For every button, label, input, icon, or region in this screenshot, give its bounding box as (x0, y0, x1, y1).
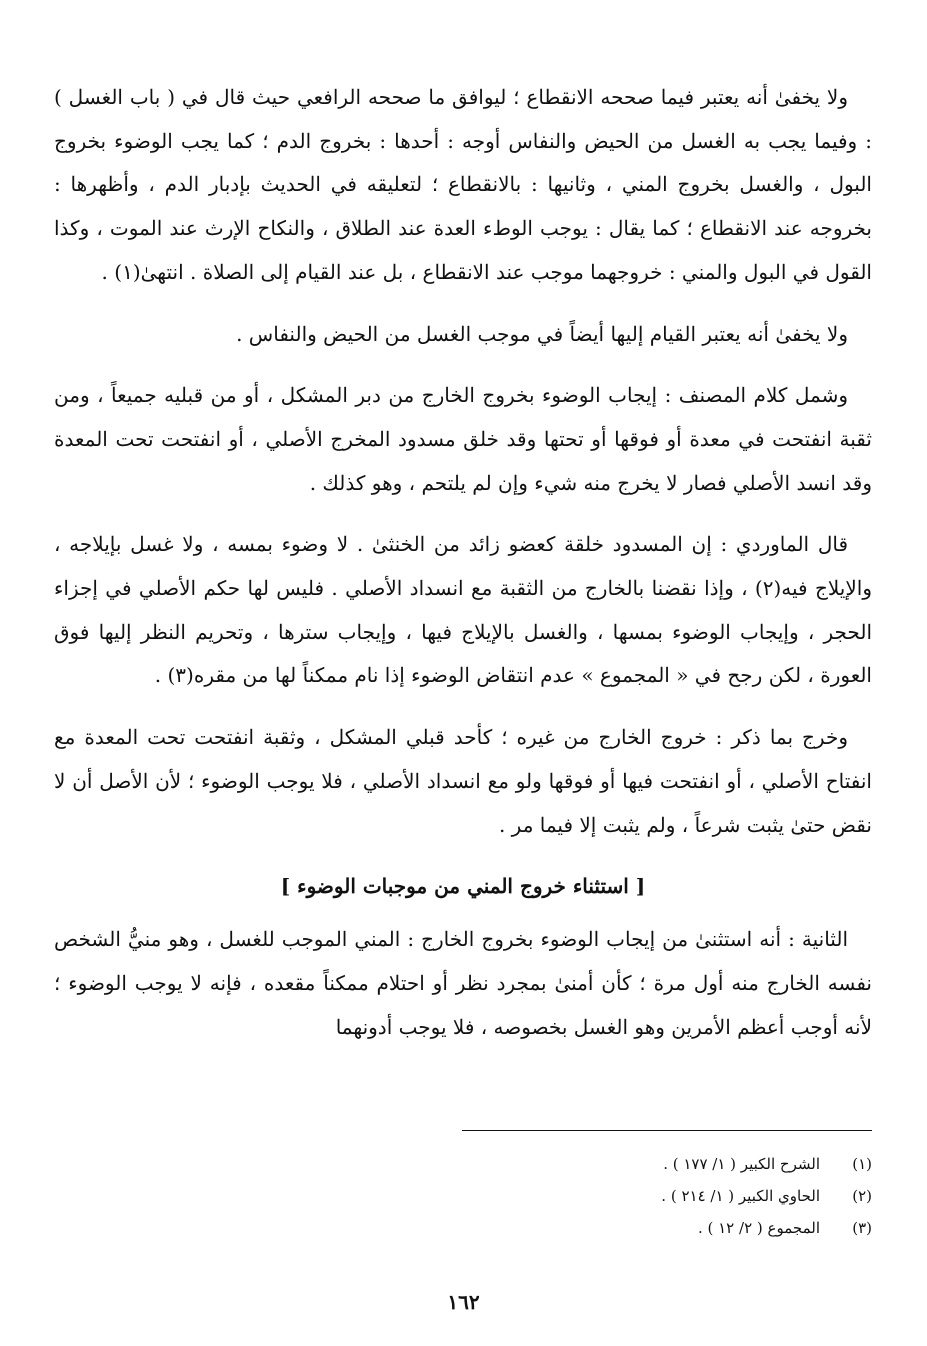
main-text (54, 76, 872, 1067)
paragraph-4: قال الماوردي : إن المسدود خلقة كعضو زائد من الخنثىٰ . لا وضوء بمسه ، ولا غسل بإيلاجه ، والإيلاج فيه(٢) ، وإذا نقضنا بالخارج من الثقبة مع انسداد الأصلي . فليس لها حكم الأصلي في إجزاء الحجر ، وإيجاب الوضوء بمسها ، والغسل بالإيلاج فيها ، وإيجاب سترها ، وتحريم النظر إليها فوق العورة ، لكن رجح في « المجموع » عدم انتقاض الوضوء إذا نام ممكناً لها من مقره(٣) . (54, 532, 872, 688)
footnote-item (372, 1148, 872, 1180)
paragraph-3: وشمل كلام المصنف : إيجاب الوضوء بخروج الخارج من دبر المشكل ، أو من قبليه جميعاً ، ومن ثقبة انفتحت في معدة أو فوقها أو تحتها وقد خلق مسدود المخرج الأصلي ، أو انفتحت تحت المعدة وقد انسد الأصلي فصار لا يخرج منه شيء وإن لم يلتحم ، وهو كذلك . (54, 383, 872, 495)
footnote-number: (١) (852, 1155, 872, 1173)
paragraph-5: وخرج بما ذكر : خروج الخارج من غيره ؛ كأحد قبلي المشكل ، وثقبة انفتحت تحت المعدة مع انفتاح الأصلي ، أو انفتحت فيها أو فوقها ولو مع انسداد الأصلي ، فلا يوجب الوضوء ؛ لأن الأصل أن لا نقض حتىٰ يثبت شرعاً ، ولم يثبت إلا فيما مر . (54, 725, 872, 837)
footnote-number: (٣) (852, 1219, 872, 1237)
footnote-text: المجموع ( ٢/ ١٢ ) . (697, 1219, 820, 1237)
footnote-item (372, 1212, 872, 1244)
section-heading: [ استثناء خروج المني من موجبات الوضوء ] (280, 874, 646, 899)
footnotes (372, 1148, 872, 1244)
paragraph-6: الثانية : أنه استثنىٰ من إيجاب الوضوء بخروج الخارج : المني الموجب للغسل ، وهو منيُّ الشخص نفسه الخارج منه أول مرة ؛ كأن أمنىٰ بمجرد نظر أو احتلام ممكناً مقعده ، فإنه لا يوجب الوضوء ؛ لأنه أوجب أعظم الأمرين وهو الغسل بخصوصه ، فلا يوجب أدونهما (54, 927, 872, 1039)
footnote-text: الشرح الكبير ( ١/ ١٧٧ ) . (663, 1155, 820, 1173)
footnote-divider (462, 1130, 872, 1131)
page-number: ١٦٢ (447, 1290, 480, 1314)
paragraph-2: ولا يخفىٰ أنه يعتبر القيام إليها أيضاً في موجب الغسل من الحيض والنفاس . (236, 321, 848, 346)
footnote-number: (٢) (852, 1187, 872, 1205)
footnote-item (372, 1180, 872, 1212)
footnote-text: الحاوي الكبير ( ١/ ٢١٤ ) . (661, 1187, 820, 1205)
paragraph-1: ولا يخفىٰ أنه يعتبر فيما صححه الانقطاع ؛ ليوافق ما صححه الرافعي حيث قال في ( باب الغسل ) : وفيما يجب به الغسل من الحيض والنفاس أوجه : أحدها : بخروج الدم ؛ كما يجب الوضوء بخروج البول ، والغسل بخروج المني ، وثانيها : بالانقطاع ؛ لتعليقه في الحديث بإدبار الدم ، وأظهرها : بخروجه عند الانقطاع ؛ كما يقال : يوجب الوطء العدة عند الطلاق ، والنكاح الإرث عند الموت ، وكذا القول في البول والمني : خروجهما موجب عند الانقطاع ، بل عند القيام إلى الصلاة . انتهىٰ(١) . (54, 85, 873, 284)
